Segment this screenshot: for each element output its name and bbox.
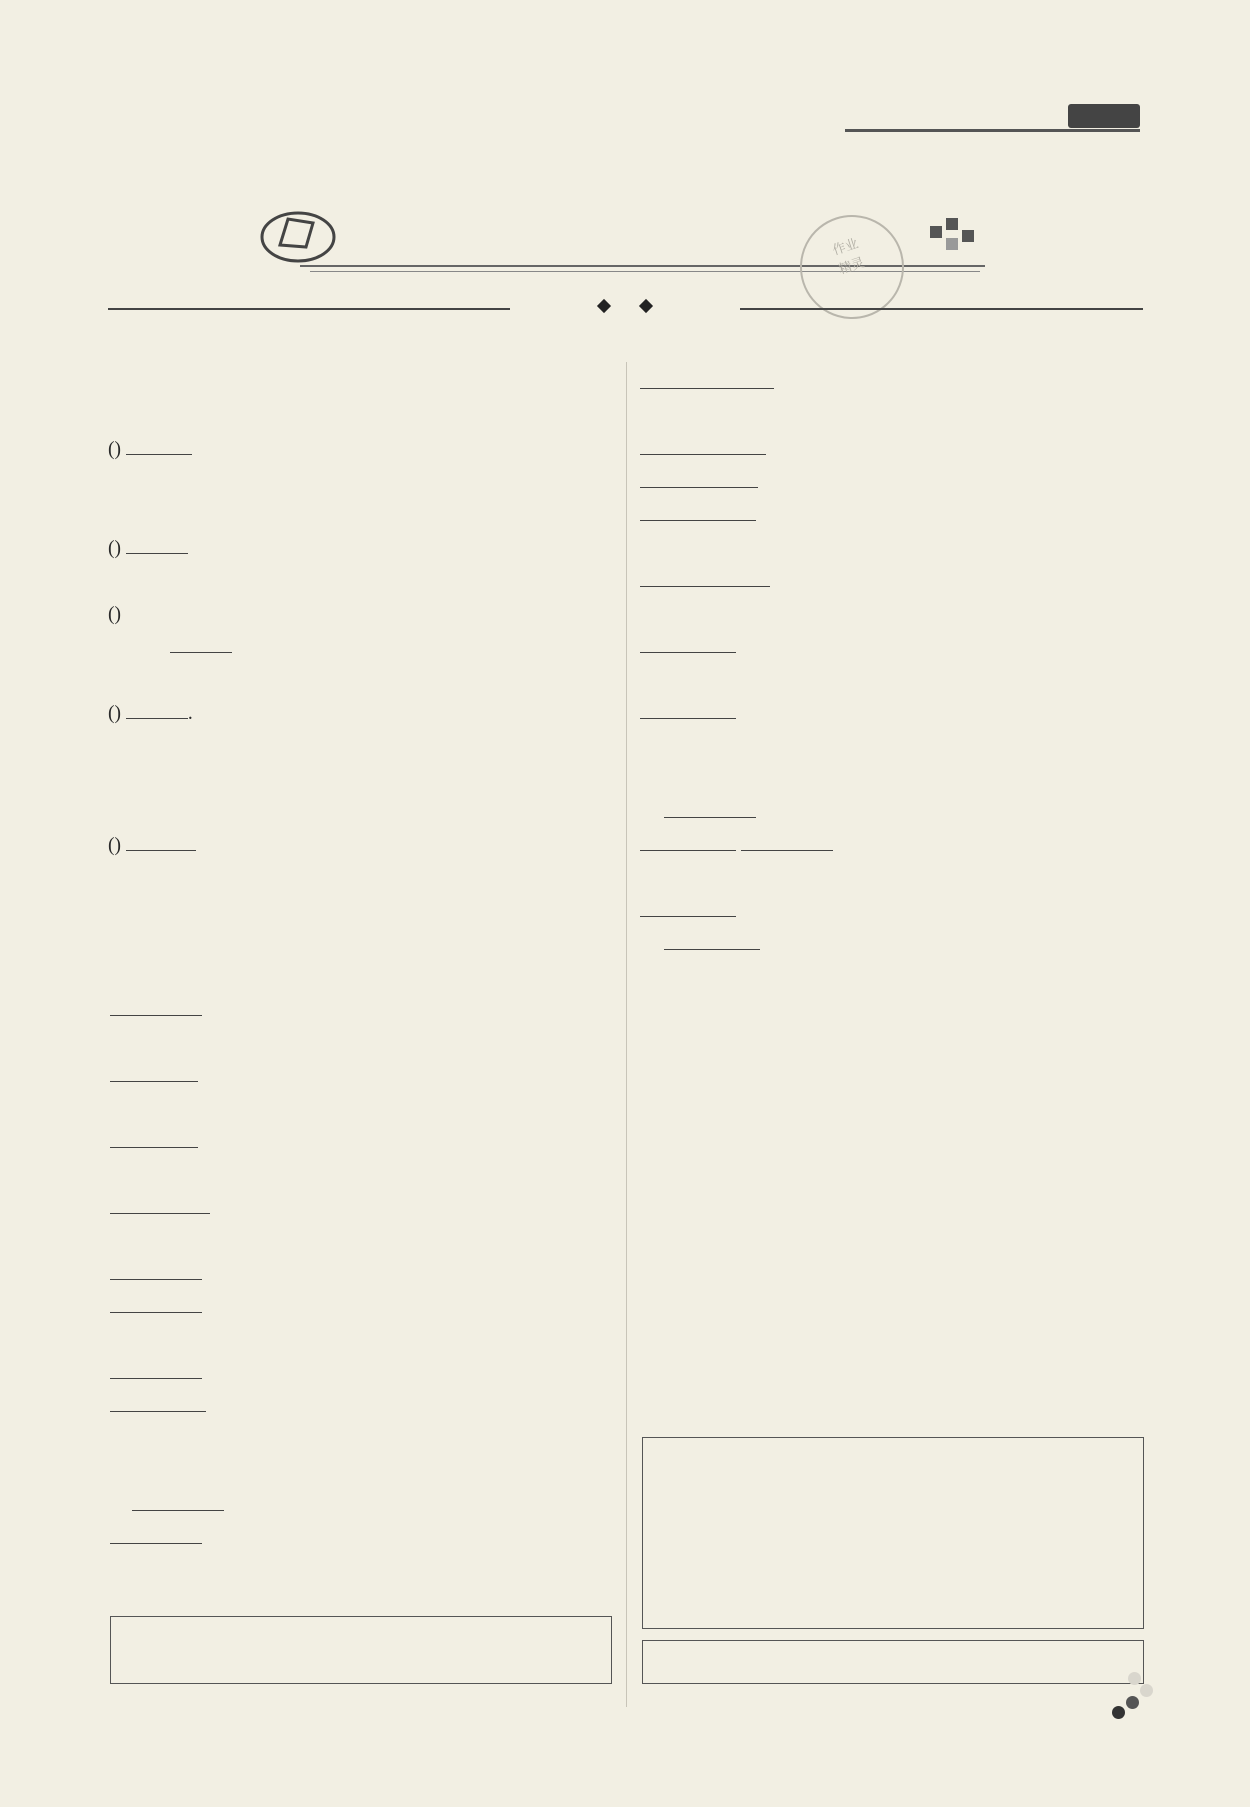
question-5: () <box>108 829 196 863</box>
question-1: () <box>108 433 192 467</box>
answer-table <box>642 1640 1144 1684</box>
question-3: () <box>108 604 121 625</box>
phrase-box <box>110 1616 612 1684</box>
options-box <box>642 1437 1144 1629</box>
brand-logo <box>1068 104 1140 128</box>
decorative-squares-icon <box>930 218 978 258</box>
question-4: () . <box>108 703 193 724</box>
book-logo-icon <box>258 205 338 265</box>
running-header <box>845 104 1140 132</box>
section-heading <box>108 297 1143 321</box>
question-2: () <box>108 532 188 566</box>
watermark-stamp: 作业 精灵 <box>786 201 917 332</box>
